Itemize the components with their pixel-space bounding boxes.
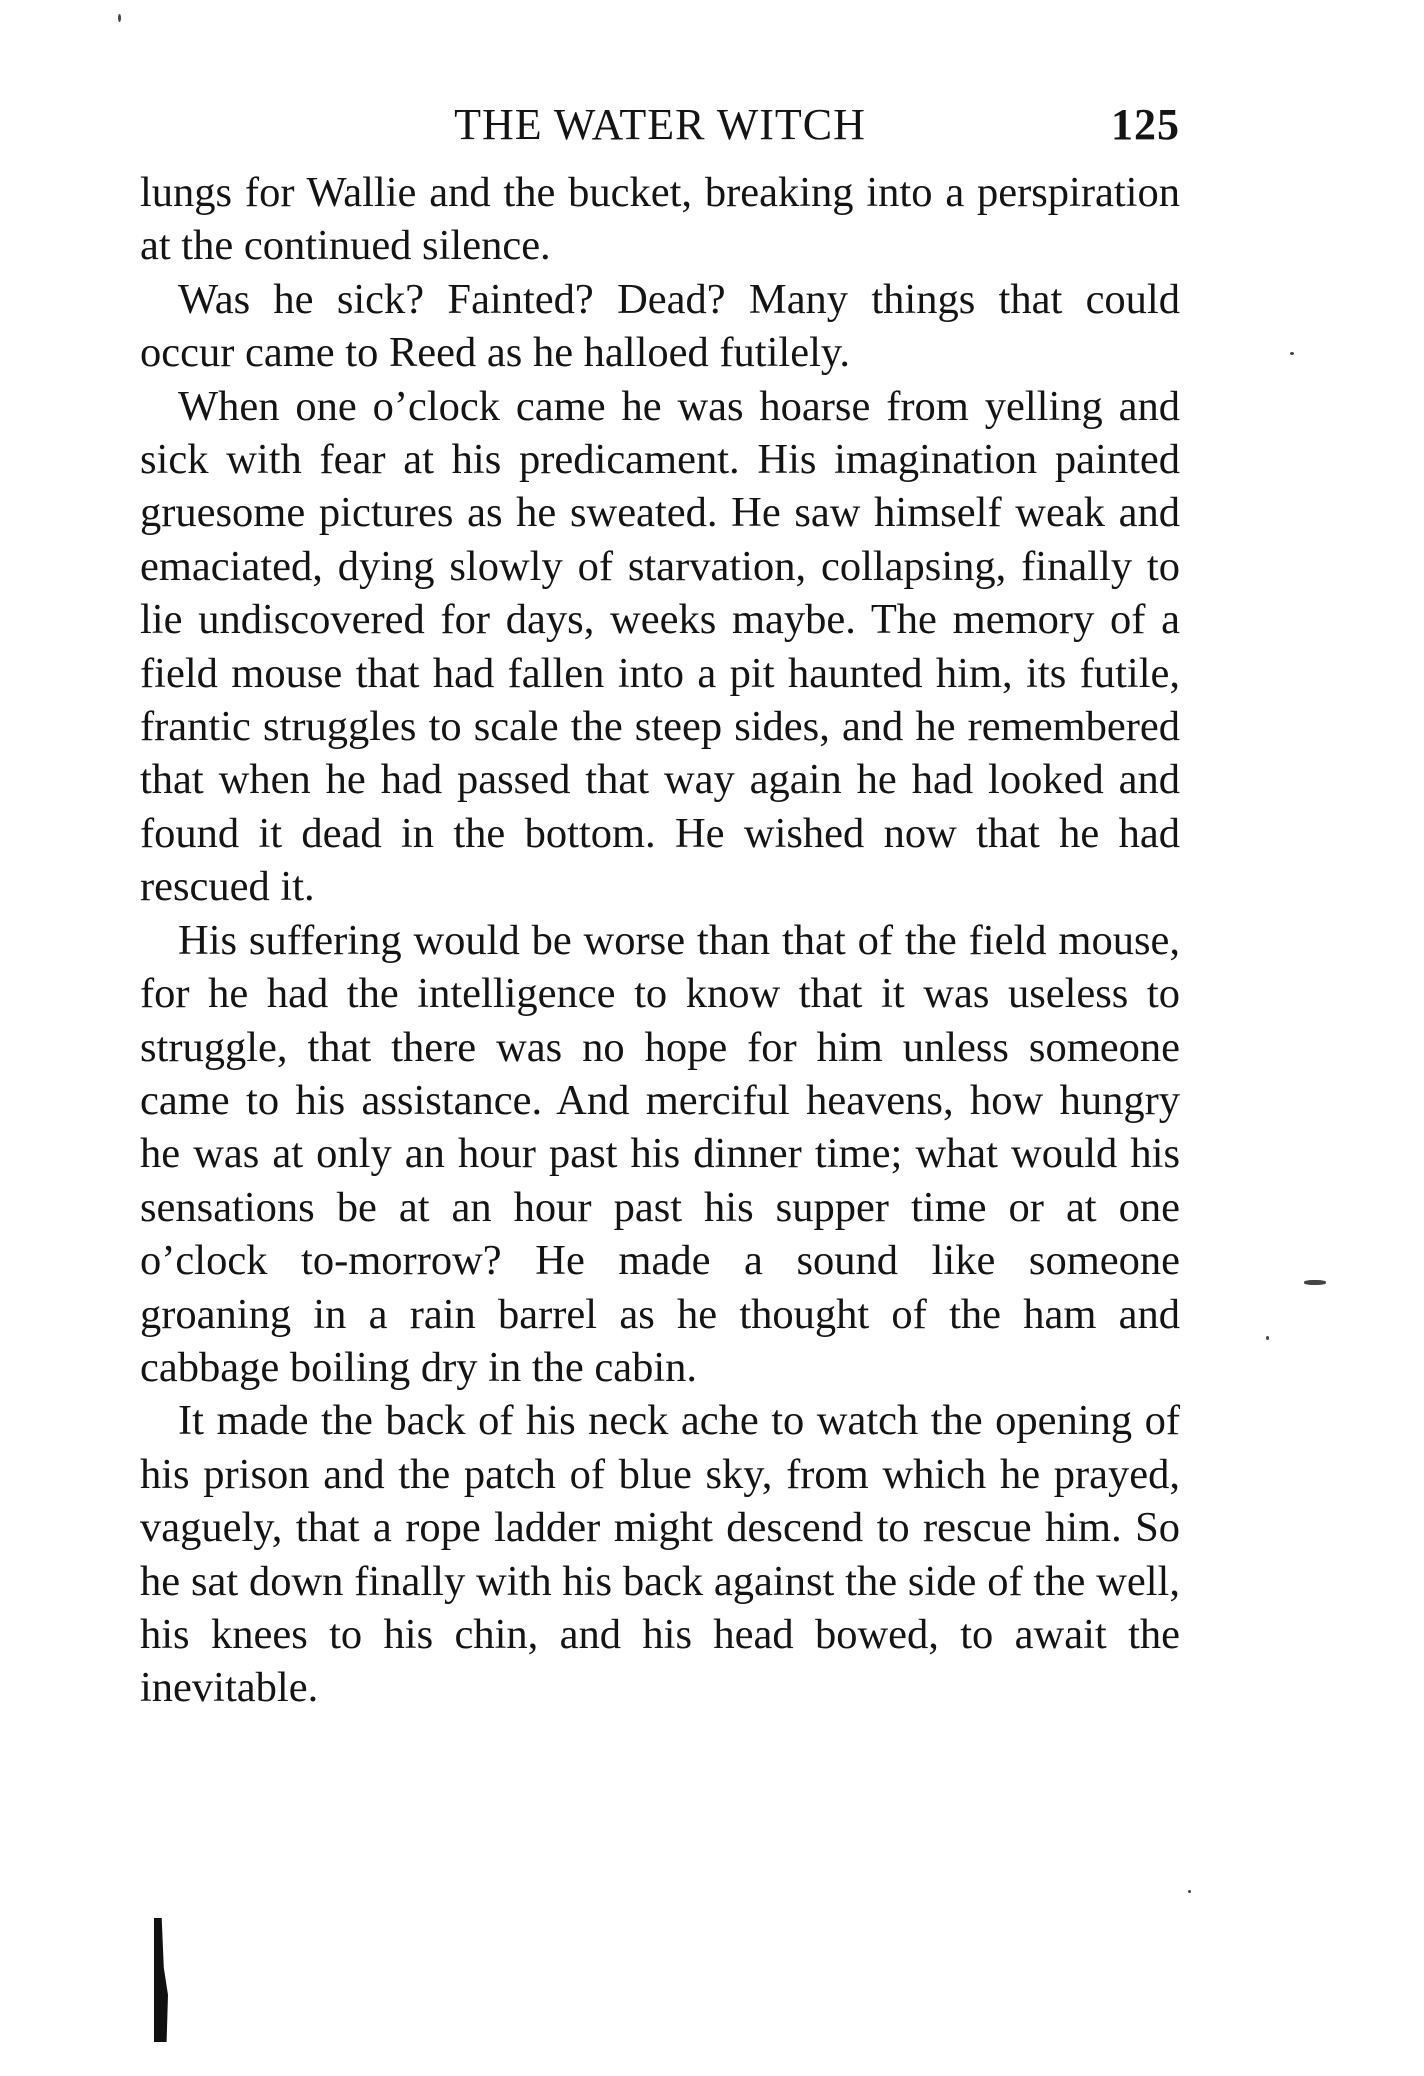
paragraph: It made the back of his neck ache to watch the opening of his prison and the patch of blue sky, from which he prayed, vaguely, that a rope ladder might descend to rescue him. So he sat down finally with his back against the side of the well, his knees to his chin, and his head bowed, to await the inevitable. bbox=[140, 1397, 1180, 1712]
page-number: 125 bbox=[1111, 100, 1180, 149]
body-text bbox=[140, 166, 1180, 1715]
paragraph: His suffering would be worse than that of the field mouse, for he had the intelligence to know that it was useless to struggle, that there was no hope for him unless someone came to his assistance. And merciful heavens, how hungry he was at only an hour past his dinner time; what would his sensations be at an hour past his supper time or at one o’clock to-morrow? He made a sound like someone groaning in a rain barrel as he thought of the ham and cabbage boiling dry in the cabin. bbox=[140, 916, 1180, 1391]
scan-speck bbox=[118, 14, 121, 22]
running-title: THE WATER WITCH bbox=[454, 100, 866, 149]
running-head bbox=[140, 92, 1180, 158]
scan-speck bbox=[1266, 1336, 1269, 1340]
scan-speck bbox=[1304, 1280, 1326, 1285]
book-page bbox=[140, 92, 1180, 1992]
paragraph-continued: lungs for Wallie and the bucket, breaking into a perspiration at the continued silence. bbox=[140, 169, 1180, 270]
scan-speck bbox=[1188, 1890, 1191, 1893]
paragraph: Was he sick? Fainted? Dead? Many things that could occur came to Reed as he halloed futilely. bbox=[140, 275, 1180, 377]
scan-speck bbox=[1290, 352, 1294, 355]
paragraph: When one o’clock came he was hoarse from yelling and sick with fear at his predicament. His imagination painted gruesome pictures as he sweated. He saw himself weak and emaciated, dying slowly of starvation, collapsing, finally to lie undiscovered for days, weeks maybe. The memory of a field mouse that had fallen into a pit haunted him, its futile, frantic struggles to scale the steep sides, and he remembered that when he had passed that way again he had looked and found it dead in the bottom. He wished now that he had rescued it. bbox=[140, 382, 1180, 911]
